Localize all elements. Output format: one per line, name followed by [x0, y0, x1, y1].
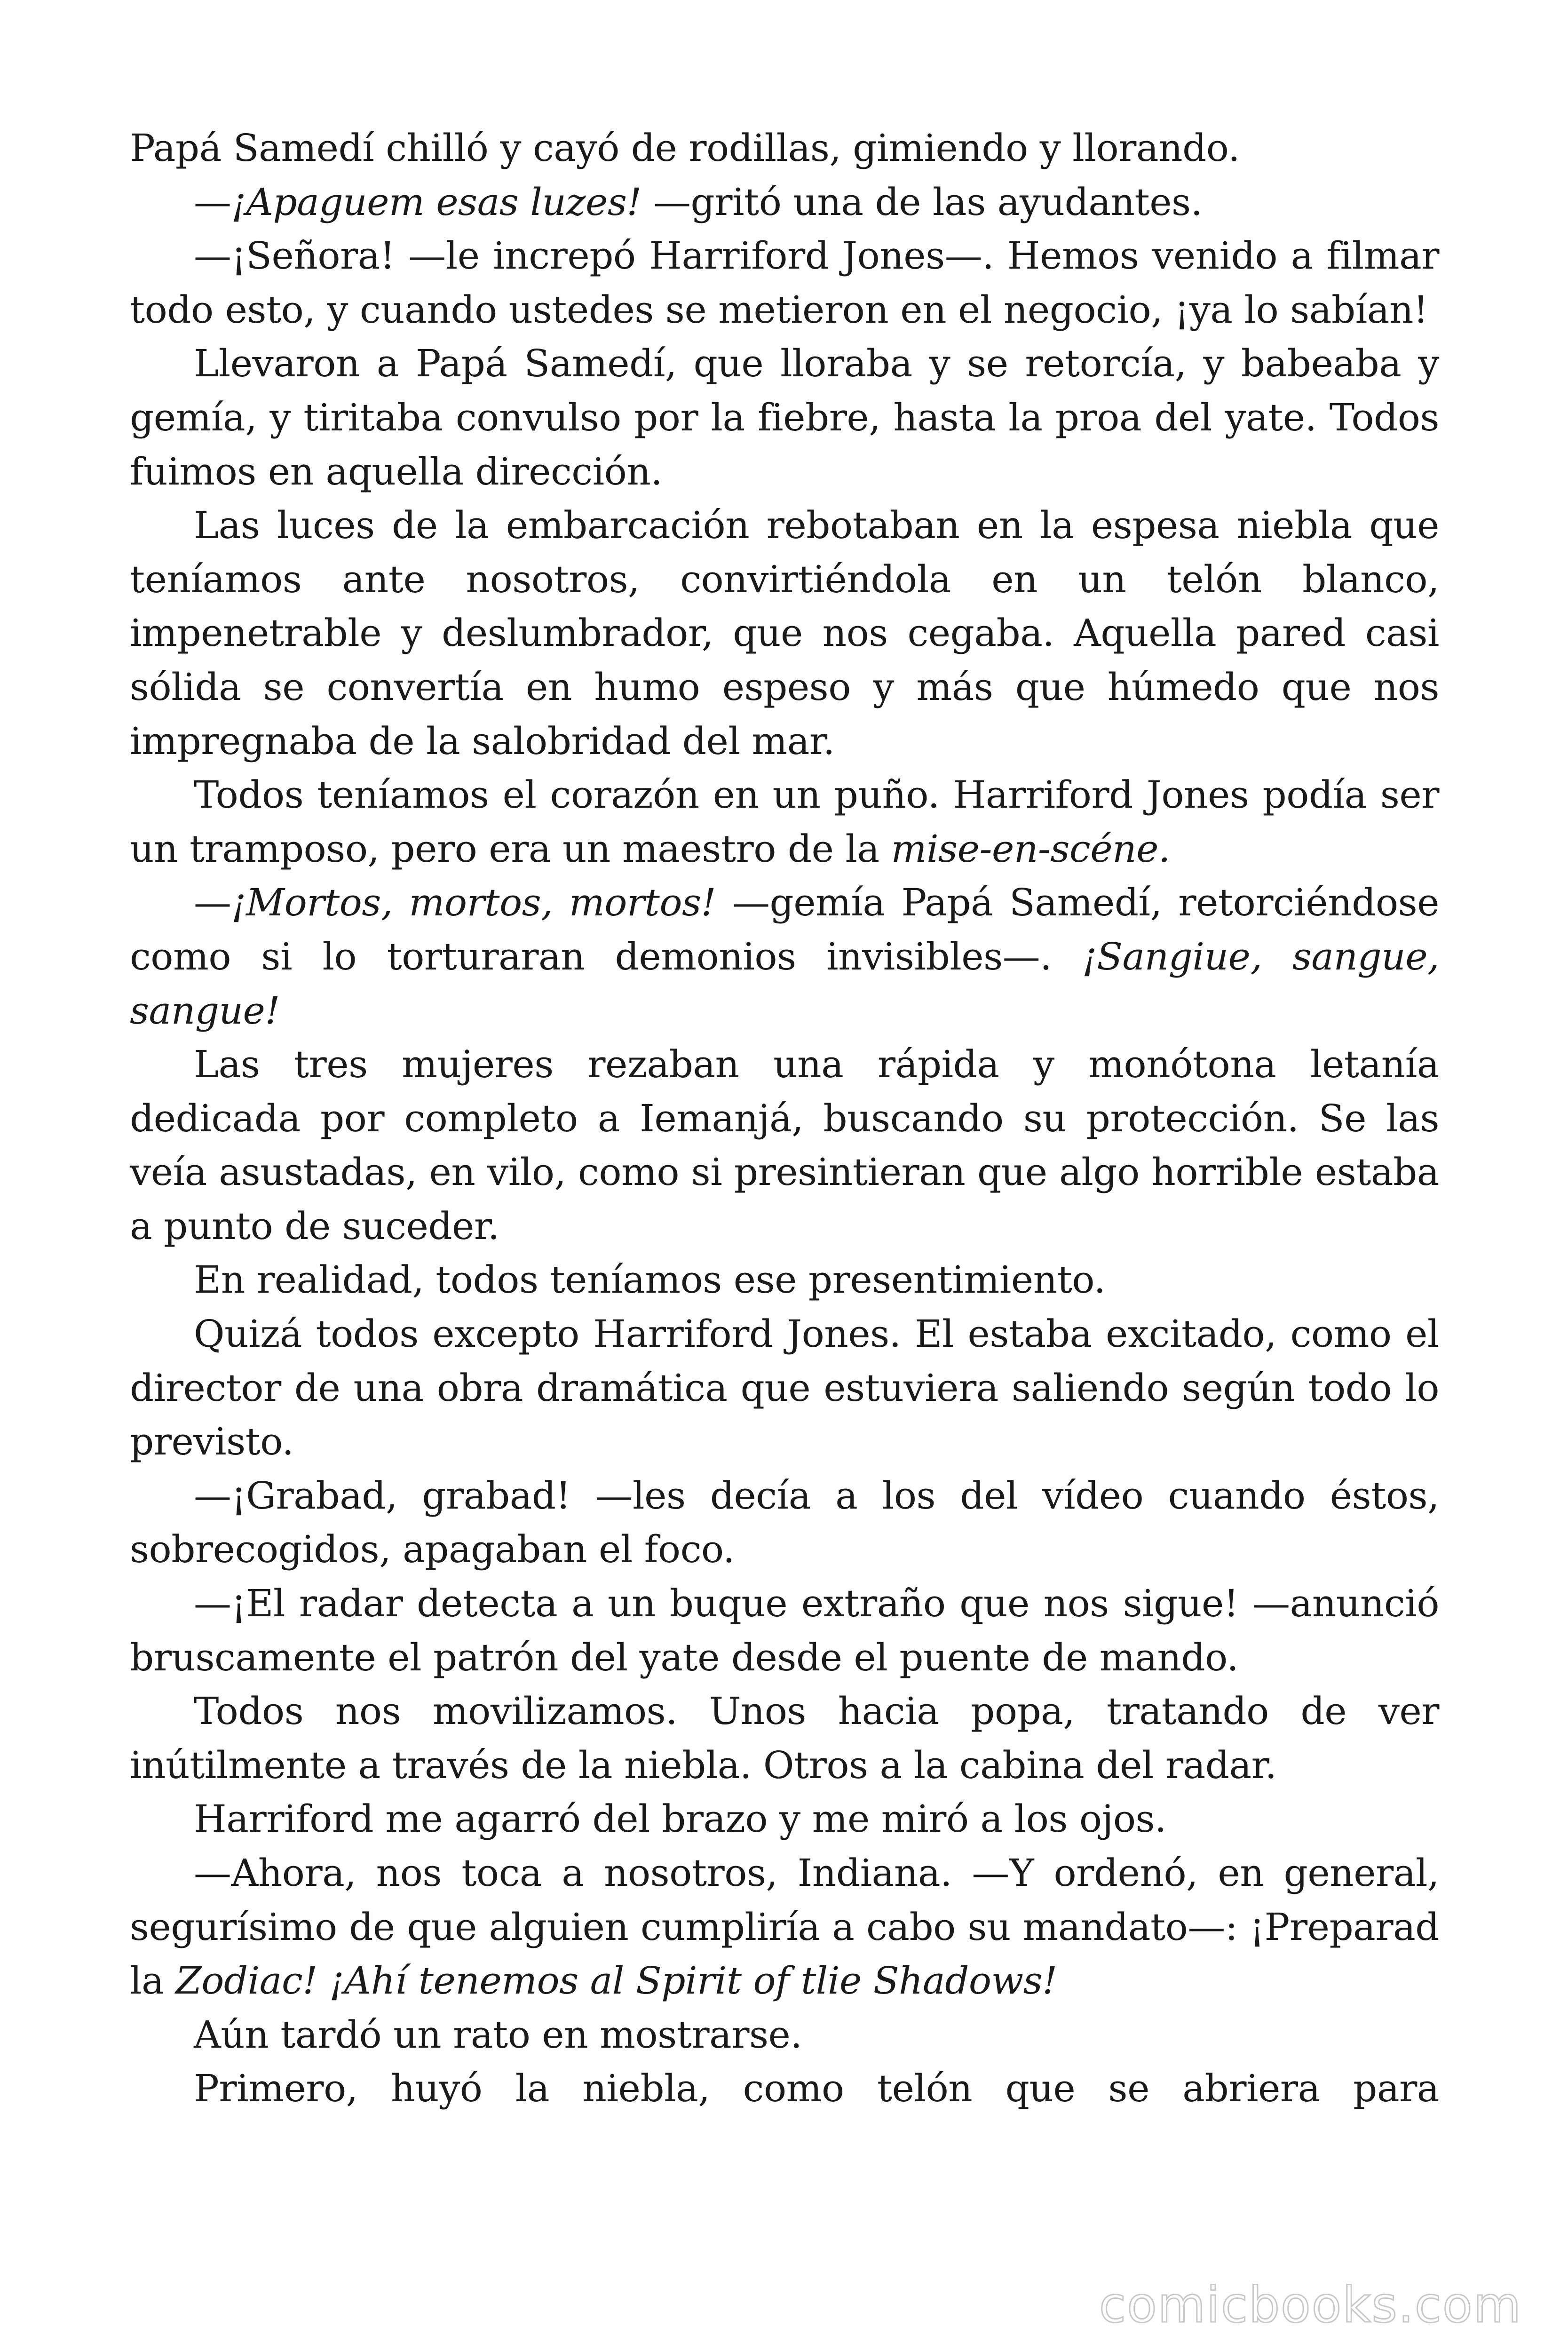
text-run: —gemía Papá Samedí, retorciéndose como si lo torturaran demonios invisibles—.: [130, 881, 1440, 978]
paragraph: [130, 337, 1439, 499]
paragraph: [130, 229, 1439, 337]
text-run: Todos teníamos el corazón en un puño. Harriford Jones podía ser un tramposo, pero era un maestro de la: [130, 773, 1439, 871]
paragraph: [130, 2062, 1439, 2116]
text-run: Todos nos movilizamos. Unos hacia popa, tratando de ver inútilmente a través de la niebla. Otros a la cabina del radar.: [130, 1689, 1439, 1787]
text-run: Aún tardó un rato en mostrarse.: [194, 2012, 802, 2057]
italic-run: ¡Mortos, mortos, mortos!: [231, 881, 716, 925]
text-run: —¡Grabad, grabad! —les decía a los del vídeo cuando éstos, sobrecogidos, apagaban el foco.: [130, 1473, 1439, 1572]
text-run: —¡Señora! —le increpó Harriford Jones—. Hemos venido a filmar todo esto, y cuando ustedes se metieron en el negocio, ¡ya lo sabían!: [130, 234, 1439, 332]
paragraph: [130, 121, 1439, 175]
text-run: —gritó una de las ayudantes.: [641, 180, 1203, 224]
text-run: —: [194, 881, 231, 925]
paragraph: [130, 1846, 1439, 2008]
paragraph: [130, 1038, 1439, 1253]
italic-run: mise-en-scéne.: [891, 826, 1170, 871]
text-run: —: [194, 180, 231, 224]
text-run: Las luces de la embarcación rebotaban en la espesa niebla que teníamos ante nosotros, convirtiéndola en un telón blanco, impenetrable y deslumbrador, que nos cegaba. Aquella pared casi sólida se convertía en humo espeso y más que húmedo que nos impregnaba de la salobridad del mar.: [130, 503, 1439, 763]
text-run: Quizá todos excepto Harriford Jones. El estaba excitado, como el director de una obra dramática que estuviera saliendo según todo lo previsto.: [130, 1312, 1439, 1464]
paragraph: [130, 175, 1439, 230]
paragraph: [130, 2008, 1439, 2062]
paragraph: [130, 768, 1439, 876]
italic-run: ¡Apaguem esas luzes!: [231, 180, 642, 224]
text-run: Llevaron a Papá Samedí, que lloraba y se retorcía, y babeaba y gemía, y tiritaba convulso por la fiebre, hasta la proa del yate. Todos fuimos en aquella dirección.: [130, 342, 1439, 493]
text-run: En realidad, todos teníamos ese presentimiento.: [194, 1258, 1106, 1302]
paragraph: [130, 1469, 1439, 1577]
watermark: comicbooks.com: [1099, 2276, 1522, 2334]
paragraph: [130, 876, 1439, 1038]
paragraph: [130, 1577, 1439, 1685]
paragraph: [130, 499, 1439, 768]
paragraph: [130, 1253, 1439, 1307]
text-run: —Ahora, nos toca a nosotros, Indiana. —Y ordenó, en general, segurísimo de que alguien cumpliría a cabo su mandato—: ¡Preparad la: [130, 1851, 1439, 2003]
paragraph: [130, 1307, 1439, 1469]
text-run: Las tres mujeres rezaban una rápida y monótona letanía dedicada por completo a Iemanjá, buscando su protección. Se las veía asustadas, en vilo, como si presintieran que algo horrible estaba a punto de suceder.: [130, 1042, 1439, 1248]
italic-run: ¡Sangiue, sangue, sangue!: [130, 934, 1439, 1033]
italic-run: Zodiac! ¡Ahí tenemos al Spirit of tlie Shadows!: [175, 1959, 1057, 2003]
text-run: Harriford me agarró del brazo y me miró a los ojos.: [194, 1797, 1166, 1841]
paragraph: [130, 1685, 1439, 1792]
page-text: [130, 121, 1439, 2116]
text-run: Primero, huyó la niebla, como telón que se abriera para: [194, 2066, 1439, 2111]
paragraph: [130, 1792, 1439, 1846]
text-run: —¡El radar detecta a un buque extraño que nos sigue! —anunció bruscamente el patrón del yate desde el puente de mando.: [130, 1581, 1439, 1679]
text-run: Papá Samedí chilló y cayó de rodillas, gimiendo y llorando.: [130, 126, 1240, 170]
